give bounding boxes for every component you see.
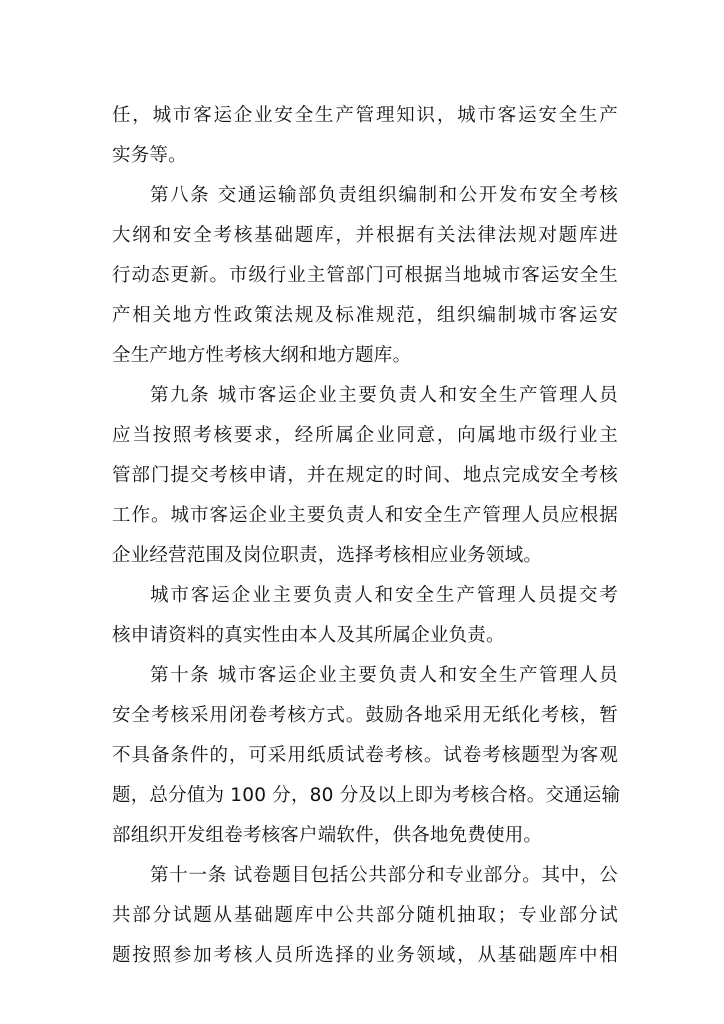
document-body [112,96,621,976]
text-line: 企业经营范围及岗位职责，选择考核相应业务领域。 [112,545,543,566]
text-line: 管部门提交考核申请，并在规定的时间、地点完成安全考核 [112,465,618,486]
text-line: 工作。城市客运企业主要负责人和安全生产管理人员应根据 [112,505,618,526]
text-line: 部组织开发组卷考核客户端软件，供各地免费使用。 [112,825,543,846]
text-line: 应当按照考核要求，经所属企业同意，向属地市级行业主 [112,425,618,446]
article-8-heading-line: 第八条 交通运输部负责组织编制和公开发布安全考核 [150,185,618,206]
text-line: 共部分试题从基础题库中公共部分随机抽取；专业部分试 [112,905,618,926]
text-line: 产相关地方性政策法规及标准规范，组织编制城市客运安 [112,305,618,326]
text-line: 核申请资料的真实性由本人及其所属企业负责。 [112,625,505,646]
article-11-heading-line: 第十一条 试卷题目包括公共部分和专业部分。其中，公 [150,865,618,886]
text-line: 行动态更新。市级行业主管部门可根据当地城市客运安全生 [112,265,618,286]
text-line: 安全考核采用闭卷考核方式。鼓励各地采用无纸化考核，暂 [112,705,618,726]
text-line: 大纲和安全考核基础题库，并根据有关法律法规对题库进 [112,225,618,246]
text-line: 全生产地方性考核大纲和地方题库。 [112,345,412,366]
text-line: 不具备条件的，可采用纸质试卷考核。试卷考核题型为客观 [112,745,618,766]
text-line: 任，城市客运企业安全生产管理知识，城市客运安全生产 [112,105,618,126]
article-9-heading-line: 第九条 城市客运企业主要负责人和安全生产管理人员 [150,385,618,406]
article-10-heading-line: 第十条 城市客运企业主要负责人和安全生产管理人员 [150,665,618,686]
text-line: 题按照参加考核人员所选择的业务领域，从基础题库中相 [112,945,618,966]
text-line: 题，总分值为 100 分，80 分及以上即为考核合格。交通运输 [112,785,621,806]
text-line: 实务等。 [112,145,187,166]
paragraph-first-line: 城市客运企业主要负责人和安全生产管理人员提交考 [150,585,618,606]
